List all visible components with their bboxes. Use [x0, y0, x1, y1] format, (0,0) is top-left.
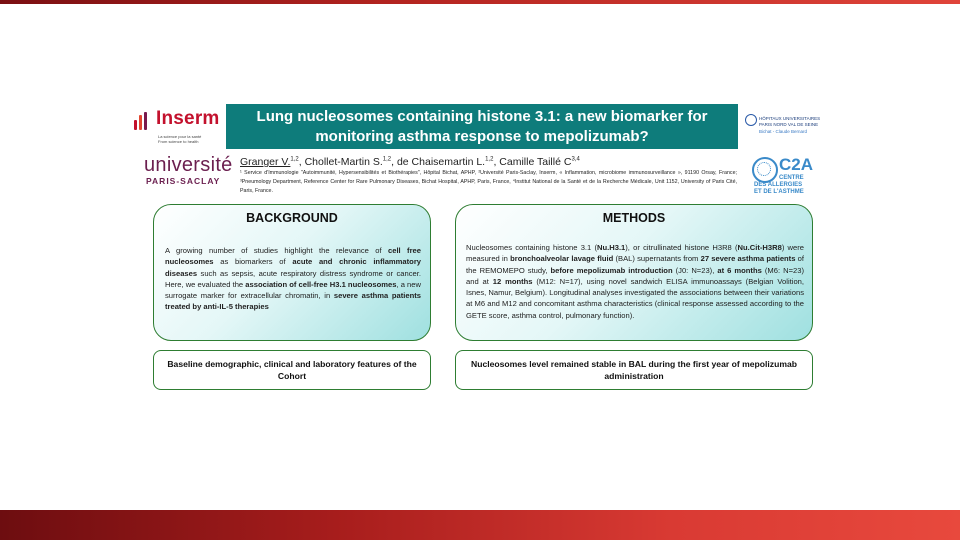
background-panel: [153, 204, 431, 341]
c2a-logo: C2A CENTRE DES ALLERGIES ET DE L'ASTHME: [754, 155, 814, 195]
universite-paris-saclay-logo: université PARIS-SACLAY: [144, 154, 233, 186]
inserm-mark-icon: [134, 112, 152, 132]
inserm-wordmark: Inserm: [156, 108, 220, 129]
methods-panel: [455, 204, 813, 341]
cohort-features-subhead: Baseline demographic, clinical and laboratory features of the Cohort: [153, 350, 431, 390]
poster-title: Lung nucleosomes containing histone 3.1: a new biomarker for monitoring asthma response to mepolizumab?: [226, 104, 738, 149]
methods-heading: METHODS: [602, 211, 666, 225]
inserm-logo: [134, 108, 224, 148]
background-heading: BACKGROUND: [246, 211, 338, 225]
aphp-ring-icon: [745, 114, 757, 126]
top-accent-bar: [0, 0, 960, 4]
nucleosome-stability-subhead: Nucleosomes level remained stable in BAL during the first year of mepolizumab administration: [455, 350, 813, 390]
inserm-tagline: La science pour la santé From science to health: [158, 134, 202, 144]
background-text: A growing number of studies highlight the relevance of cell free nucleosomes as biomarkers of acute and chronic inflammatory diseases such as sepsis, acute respiratory distress syndrome or cancer. Here, we evaluated the association of cell-free H3.1 nucleosomes, a new surrogate marker for extracellular chromatin, in severe asthma patients treated by anti-IL-5 therapies: [165, 246, 422, 312]
bottom-accent-bar: [0, 510, 960, 540]
aphp-logo: HÔPITAUX UNIVERSITAIRES PARIS NORD VAL DE SEINE Bichat - Claude Bernard: [745, 112, 825, 146]
methods-text: Nucleosomes containing histone 3.1 (Nu.H3.1), or citrullinated histone H3R8 (Nu.Cit-H3R8) were measured in bronchoalveolar lavage fluid (BAL) supernatants from 27 severe asthma patients of the REMOMEPO study, before mepolizumab introduction (J0: N=23), at 6 months (M6: N=23) and at 12 months (M12: N=17), using novel sandwich ELISA immunoassays (Belgian Volition, Isnes, Namur, Belgium). Longitudinal analyses investigated the associations between their variations at M6 and M12 and concomitant asthma characteristics (clinical response assessed according to the GETE score, asthma control, pulmonary function).: [466, 243, 804, 320]
affiliations: ¹ Service d'Immunologie "Autoimmunité, Hypersensibilités et Biothérapies", Hôpital Bichat, APHP, ²Université Paris-Saclay, Inserm, « Inflammation, microbiome immunosurveillance », 91190 Orsay, France; ³Pneumology Department, Reference Center for Rare Pulmonary Diseases, Bichat Hospital, APHP, Paris, France, ⁴Institut National de la Santé et de la Recherche Médicale, Unit 1152, University of Paris Cité, Paris, France.: [240, 170, 737, 194]
author-list: Granger V.$^{1,2}$, Chollet-Martin S.$^{1,2}$, de Chaisemartin L.$^{1,2}$, Camille Taillé C$^{3,4}$: [240, 156, 580, 168]
